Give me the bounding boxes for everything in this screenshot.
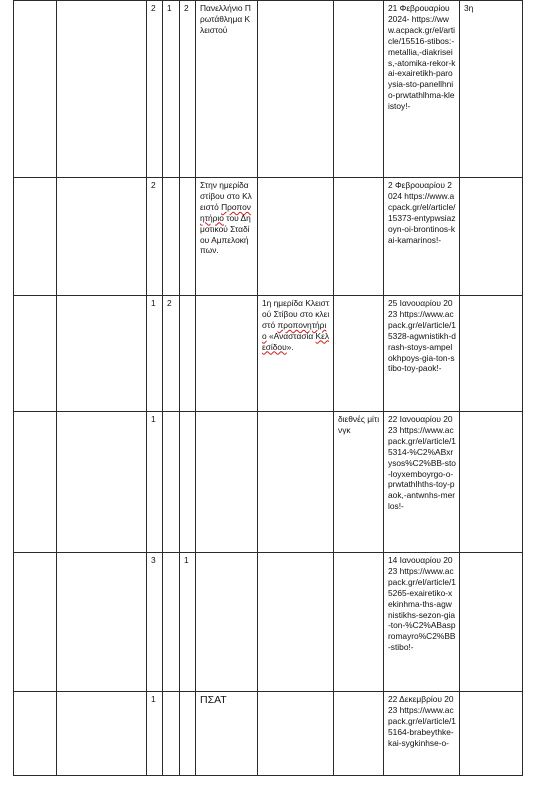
cell-meeting: διεθνές μίτινγκ (334, 412, 384, 553)
cell-count-a: 1 (147, 296, 163, 412)
table-row (14, 178, 523, 296)
cell-event-2 (258, 692, 334, 776)
table-body (14, 1, 523, 776)
cell-blank-1 (14, 178, 57, 296)
cell-place (460, 553, 523, 692)
cell-event (196, 1, 258, 178)
cell-blank-2 (57, 1, 147, 178)
cell-count-b: 1 (163, 1, 180, 178)
event-text-part: «Αναστασία (266, 330, 316, 341)
cell-event-2 (258, 553, 334, 692)
cell-blank-1 (14, 1, 57, 178)
cell-event (196, 553, 258, 692)
cell-count-c (180, 692, 196, 776)
cell-meeting (334, 1, 384, 178)
cell-blank-2 (57, 296, 147, 412)
cell-place (460, 412, 523, 553)
event-text-part-misspelled: Κελεσίδου (262, 330, 330, 352)
cell-event (196, 178, 258, 296)
cell-date-link: 22 Δεκεμβρίου 2023 https://www.acpack.gr/el/article/15164-brabeythke-kai-sygkinhse-o- (384, 692, 460, 776)
cell-date-link: 25 Ιανουαρίου 2023 https://www.acpack.gr/el/article/15328-agwnistikh-drash-stoys-ampelokhpoys-gia-ton-stibo-toy-paok!- (384, 296, 460, 412)
cell-blank-2 (57, 692, 147, 776)
cell-event-2 (258, 412, 334, 553)
cell-event (196, 296, 258, 412)
cell-place (460, 692, 523, 776)
cell-count-a: 2 (147, 178, 163, 296)
event-text-part-misspelled: προπονητήριο (262, 319, 327, 341)
cell-count-b (163, 692, 180, 776)
event-text: Πανελλήνιο Πρωτάθλημα Κλειστού (200, 3, 251, 35)
cell-blank-2 (57, 553, 147, 692)
cell-blank-1 (14, 692, 57, 776)
cell-date-link: 21 Φεβρουαρίου 2024- https://www.acpack.gr/el/article/15516-stibos:-metallia,-diakriseis,-atomika-rekor-kai-exairetikh-paroysia-sto-panellhnio-prwtathlhma-kleistoy!- (384, 1, 460, 178)
cell-count-b (163, 412, 180, 553)
cell-count-c (180, 296, 196, 412)
event-text-part: ». (286, 341, 294, 352)
cell-count-a: 1 (147, 692, 163, 776)
cell-count-b (163, 178, 180, 296)
cell-date-link: 14 Ιανουαρίου 2023 https://www.acpack.gr/el/article/15265-exairetiko-xekinhma-ths-agwnistikhs-sezon-gia-ton-%C2%ABaspromayro%C2%BB-stibo!- (384, 553, 460, 692)
cell-date-link: 22 Ιανουαρίου 2023 https://www.acpack.gr/el/article/15314-%C2%ABxrysos%C2%BB-sto-loyxemboyrgo-o-prwtathlhths-toy-paok,-antwnhs-merlos!- (384, 412, 460, 553)
cell-count-b (163, 553, 180, 692)
cell-count-c: 1 (180, 553, 196, 692)
cell-event-2 (258, 178, 334, 296)
cell-count-a: 2 (147, 1, 163, 178)
event-text-part: Στην ημερίδα στίβου στο Κλειστό (200, 180, 252, 212)
cell-count-b: 2 (163, 296, 180, 412)
cell-meeting (334, 178, 384, 296)
event-text-part: του Δημοτικού Σταδίου Αμπελοκήπων. (200, 212, 251, 256)
cell-place (460, 296, 523, 412)
table-row (14, 553, 523, 692)
cell-event-2 (258, 296, 334, 412)
cell-place (460, 178, 523, 296)
cell-event: ΠΣΑΤ (196, 692, 258, 776)
cell-count-a: 1 (147, 412, 163, 553)
event-text-part: 1η ημερίδα Κλειστού Στίβου στο κλειστό (262, 298, 330, 330)
cell-count-c (180, 178, 196, 296)
cell-meeting (334, 553, 384, 692)
cell-event-2 (258, 1, 334, 178)
cell-blank-1 (14, 553, 57, 692)
table-row (14, 692, 523, 776)
cell-blank-1 (14, 296, 57, 412)
table-row (14, 1, 523, 178)
cell-meeting (334, 692, 384, 776)
cell-blank-2 (57, 178, 147, 296)
event-text-part-misspelled: Προπονητήριο (200, 201, 251, 223)
cell-count-a: 3 (147, 553, 163, 692)
cell-meeting (334, 296, 384, 412)
table-row (14, 296, 523, 412)
cell-blank-2 (57, 412, 147, 553)
results-table (13, 0, 523, 776)
cell-event (196, 412, 258, 553)
cell-date-link: 2 Φεβρουαρίου 2024 https://www.acpack.gr/el/article/15373-entypwsiazoyn-oi-brontinos-kai-kamarinos!- (384, 178, 460, 296)
table-row (14, 412, 523, 553)
cell-count-c: 2 (180, 1, 196, 178)
cell-place: 3η (460, 1, 523, 178)
cell-count-c (180, 412, 196, 553)
cell-blank-1 (14, 412, 57, 553)
